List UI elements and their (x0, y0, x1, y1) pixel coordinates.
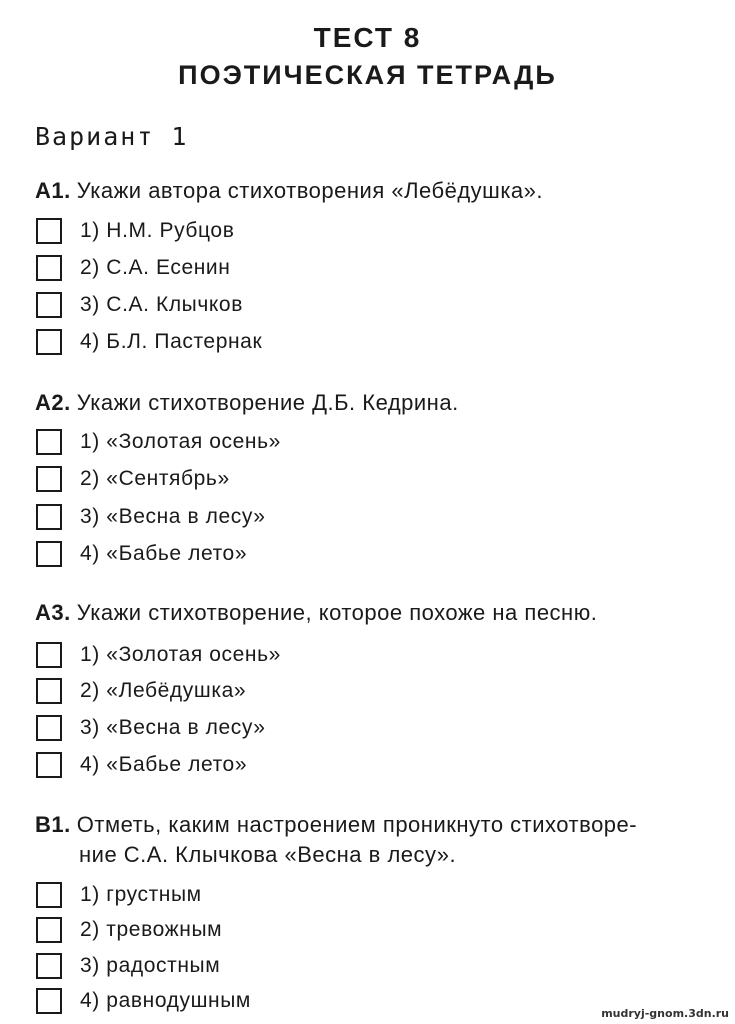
option-b1-1[interactable] (36, 882, 636, 910)
answer-checkbox[interactable] (36, 292, 62, 318)
variant-label: Вариант 1 (35, 122, 189, 151)
question-text: Отметь, каким настроением проникнуто стихотворе- (76, 812, 638, 837)
answer-checkbox[interactable] (36, 752, 62, 778)
option-a3-2[interactable] (36, 678, 636, 706)
answer-checkbox[interactable] (36, 988, 62, 1014)
option-a1-2[interactable] (36, 255, 636, 283)
option-label: 3) С.А. Клычков (80, 293, 243, 316)
question-b1-line (35, 812, 637, 838)
option-label: 4) «Бабье лето» (80, 542, 248, 565)
option-label: 3) «Весна в лесу» (80, 716, 266, 739)
source-watermark: mudryj-gnom.3dn.ru (601, 1007, 729, 1020)
answer-checkbox[interactable] (36, 218, 62, 244)
question-number: А2. (35, 390, 71, 415)
option-label: 1) Н.М. Рубцов (80, 219, 235, 242)
option-label: 1) «Золотая осень» (80, 430, 281, 453)
option-b1-2[interactable] (36, 917, 636, 945)
question-number: А3. (35, 600, 71, 625)
option-label: 4) Б.Л. Пастернак (80, 330, 263, 353)
answer-checkbox[interactable] (36, 466, 62, 492)
answer-checkbox[interactable] (36, 541, 62, 567)
answer-checkbox[interactable] (36, 329, 62, 355)
question-b1-continuation: ние С.А. Клычкова «Весна в лесу». (79, 842, 457, 867)
answer-checkbox[interactable] (36, 255, 62, 281)
answer-checkbox[interactable] (36, 953, 62, 979)
question-number: А1. (35, 178, 71, 203)
option-b1-3[interactable] (36, 953, 636, 981)
answer-checkbox[interactable] (36, 882, 62, 908)
option-label: 3) «Весна в лесу» (80, 505, 266, 528)
option-a3-4[interactable] (36, 752, 636, 780)
question-a3-line (35, 600, 597, 626)
option-label: 2) С.А. Есенин (80, 256, 231, 279)
question-a1-line (35, 178, 543, 204)
option-label: 2) «Лебёдушка» (80, 679, 247, 702)
option-a2-4[interactable] (36, 541, 636, 569)
option-label: 4) «Бабье лето» (80, 753, 248, 776)
option-a1-4[interactable] (36, 329, 636, 357)
question-text: Укажи стихотворение Д.Б. Кедрина. (76, 390, 459, 415)
option-label: 2) «Сентябрь» (80, 467, 230, 490)
answer-checkbox[interactable] (36, 917, 62, 943)
answer-checkbox[interactable] (36, 678, 62, 704)
option-a2-3[interactable] (36, 504, 636, 532)
answer-checkbox[interactable] (36, 715, 62, 741)
question-number: В1. (35, 812, 71, 837)
option-a3-3[interactable] (36, 715, 636, 743)
option-label: 2) тревожным (80, 918, 223, 941)
answer-checkbox[interactable] (36, 429, 62, 455)
answer-checkbox[interactable] (36, 504, 62, 530)
option-a1-3[interactable] (36, 292, 636, 320)
option-a2-1[interactable] (36, 429, 636, 457)
question-text: Укажи автора стихотворения «Лебёдушка». (76, 178, 544, 203)
option-label: 4) равнодушным (80, 989, 251, 1012)
option-b1-4[interactable] (36, 988, 636, 1016)
question-text: Укажи стихотворение, которое похоже на песню. (76, 600, 598, 625)
option-a1-1[interactable] (36, 218, 636, 246)
option-a3-1[interactable] (36, 642, 636, 670)
option-a2-2[interactable] (36, 466, 636, 494)
question-a2-line (35, 390, 459, 416)
option-label: 3) радостным (80, 954, 221, 977)
test-number: ТЕСТ 8 (313, 22, 422, 53)
option-label: 1) «Золотая осень» (80, 643, 281, 666)
test-title: ПОЭТИЧЕСКАЯ ТЕТРАДЬ (178, 60, 557, 90)
answer-checkbox[interactable] (36, 642, 62, 668)
option-label: 1) грустным (80, 883, 202, 906)
